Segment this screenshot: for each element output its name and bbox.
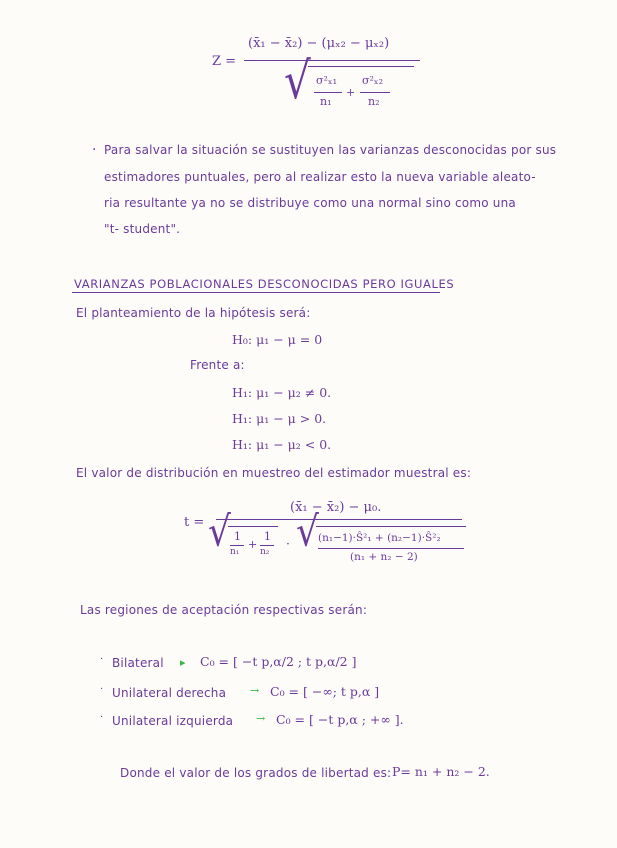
t-b-den: n₂ <box>260 547 270 557</box>
t-a-num: 1 <box>234 530 241 543</box>
t-fraction-bar <box>216 519 462 520</box>
region-label-bilateral: Bilateral <box>112 656 164 670</box>
z-plus: + <box>346 86 356 99</box>
region-label-left: Unilateral izquierda <box>112 714 234 728</box>
regions-intro: Las regiones de aceptación respectivas serán: <box>80 603 368 617</box>
z-fraction-bar <box>244 60 420 61</box>
alt-hypothesis-greater: H₁: μ₁ − μ > 0. <box>232 411 327 426</box>
dof-text: Donde el valor de los grados de libertad es: <box>120 766 392 780</box>
t-plus: + <box>248 538 258 551</box>
z-term2-den: n₂ <box>368 95 380 108</box>
t-lhs: t = <box>184 515 205 530</box>
arrow-icon: → <box>250 684 260 697</box>
z-numerator: (x̄₁ − x̄₂) − (μₓ₂ − μₓ₂) <box>248 36 390 51</box>
t-a-den: n₁ <box>230 547 240 557</box>
t-c-bar <box>318 548 464 549</box>
alt-hypothesis-less: H₁: μ₁ − μ₂ < 0. <box>232 437 332 452</box>
dof-formula: P= n₁ + n₂ − 2. <box>392 764 490 779</box>
z-sqrt-sign: √ <box>284 51 311 110</box>
z-term2-num: σ²ₓ₂ <box>362 74 383 87</box>
t-sqrt-sign-2: √ <box>296 508 319 557</box>
region-label-right: Unilateral derecha <box>112 686 227 700</box>
t-b-bar <box>260 545 274 546</box>
region-bullet-2: · <box>100 684 104 695</box>
region-formula-left: C₀ = [ −t p,α ; +∞ ]. <box>276 712 404 727</box>
region-bullet-1: · <box>100 654 104 665</box>
t-a-bar <box>230 545 244 546</box>
z-term1-bar <box>314 92 342 93</box>
t-c-den: (n₁ + n₂ − 2) <box>350 551 418 563</box>
null-hypothesis: H₀: μ₁ − μ = 0 <box>232 332 323 347</box>
t-dot: · <box>286 536 290 551</box>
arrow-icon: ▸ <box>180 656 186 669</box>
arrow-icon: → <box>256 712 266 725</box>
section-heading-underline <box>72 292 440 293</box>
z-lhs: Z = <box>212 54 237 69</box>
t-c-num: (n₁−1)·Ŝ²₁ + (n₂−1)·Ŝ²₂ <box>318 532 441 544</box>
hypothesis-intro: El planteamiento de la hipótesis será: <box>76 306 311 320</box>
t-sqrt-bar-1 <box>228 526 278 527</box>
alt-hypothesis-two-sided: H₁: μ₁ − μ₂ ≠ 0. <box>232 385 332 400</box>
statistic-intro: El valor de distribución en muestreo del estimador muestral es: <box>76 466 472 480</box>
paragraph-line-3: ria resultante ya no se distribuye como una normal sino como una <box>104 196 516 210</box>
t-sqrt-sign-1: √ <box>208 508 231 557</box>
versus-label: Frente a: <box>190 358 245 372</box>
paragraph-line-1: Para salvar la situación se sustituyen las varianzas desconocidas por sus <box>104 143 557 157</box>
bullet: · <box>92 142 97 158</box>
paragraph-line-4: "t- student". <box>104 222 181 236</box>
t-numerator: (x̄₁ − x̄₂) − μ₀. <box>290 500 382 515</box>
z-term1-den: n₁ <box>320 95 332 108</box>
z-term2-bar <box>360 92 390 93</box>
z-sqrt-bar <box>308 66 414 67</box>
region-formula-right: C₀ = [ −∞; t p,α ] <box>270 684 380 699</box>
paragraph-line-2: estimadores puntuales, pero al realizar esto la nueva variable aleato- <box>104 170 536 184</box>
section-heading: VARIANZAS POBLACIONALES DESCONOCIDAS PERO IGUALES <box>74 277 455 291</box>
region-formula-bilateral: C₀ = [ −t p,α/2 ; t p,α/2 ] <box>200 654 357 669</box>
z-term1-num: σ²ₓ₁ <box>316 74 337 87</box>
t-b-num: 1 <box>264 530 271 543</box>
t-sqrt-bar-2 <box>316 526 466 527</box>
region-bullet-3: · <box>100 712 104 723</box>
